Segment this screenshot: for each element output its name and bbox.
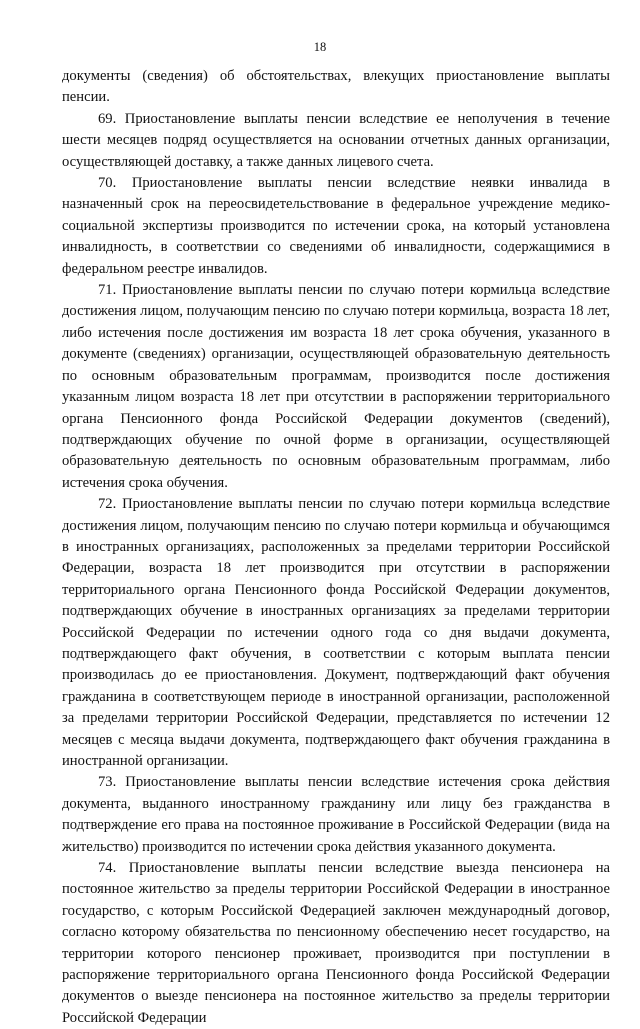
paragraph-74: 74. Приостановление выплаты пенсии вследствие выезда пенсионера на постоянное жительство за пределы территории Российской Федерации в иностранное государство, с которым Российской Федерацией заключен международный договор, согласно которому обязательства по пенсионному обеспечению несет государство, на территории которого пенсионер проживает, производится при поступлении в распоряжение территориального органа Пенсионного фонда Российской Федерации документов о выезде пенсионера на постоянное жительство за пределы территории Российской Федерации bbox=[62, 860, 610, 1026]
page-number: 18 bbox=[313, 40, 327, 54]
paragraph-69: 69. Приостановление выплаты пенсии вследствие ее неполучения в течение шести месяцев подряд осуществляется на основании отчетных данных организации, осуществляющей доставку, а также данных лицевого счета. bbox=[62, 110, 610, 170]
paragraph-71: 71. Приостановление выплаты пенсии по случаю потери кормильца вследствие достижения лицом, получающим пенсию по случаю потери кормильца, возраста 18 лет, либо истечения после достижения им возраста 18 лет срока обучения, указанного в документе (сведениях) организации, осуществляющей образовательную деятельность по основным образовательным программам, производится после достижения указанным лицом возраста 18 лет при отсутствии в распоряжении территориального органа Пенсионного фонда Российской Федерации документов (сведений), подтверждающих обучение по очной форме в организации, осуществляющей образовательную деятельность по основным образовательным программам, либо истечения срока обучения. bbox=[62, 282, 610, 491]
document-body bbox=[62, 66, 610, 1029]
paragraph-70: 70. Приостановление выплаты пенсии вследствие неявки инвалида в назначенный срок на переосвидетельствование в федеральное учреждение медико-социальной экспертизы производится по истечении срока, на который установлена инвалидность, в соответствии со сведениями об инвалидности, содержащимися в федеральном реестре инвалидов. bbox=[62, 175, 610, 277]
paragraph-73: 73. Приостановление выплаты пенсии вследствие истечения срока действия документа, выданного иностранному гражданину или лицу без гражданства в подтверждение его права на постоянное проживание в Российской Федерации (вида на жительство) производится по истечении срока действия указанного документа. bbox=[62, 774, 610, 855]
paragraph-72: 72. Приостановление выплаты пенсии по случаю потери кормильца вследствие достижения лицом, получающим пенсию по случаю потери кормильца и обучающимся в иностранных организациях, расположенных за пределами территории Российской Федерации, возраста 18 лет производится при отсутствии в распоряжении территориального органа Пенсионного фонда Российской Федерации документов, подтверждающих обучение в иностранных организациях за пределами территории Российской Федерации по истечении одного года со дня выдачи документа, подтверждающего факт обучения, в соответствии с которым выплата пенсии производилась до ее приостановления. Документ, подтверждающий факт обучения гражданина в соответствующем периоде в иностранной организации, расположенной за пределами территории Российской Федерации, представляется по истечении 12 месяцев с месяца выдачи документа, подтверждающего факт обучения гражданина в иностранной организации. bbox=[62, 496, 610, 769]
paragraph-continuation: документы (сведения) об обстоятельствах, влекущих приостановление выплаты пенсии. bbox=[62, 68, 610, 106]
